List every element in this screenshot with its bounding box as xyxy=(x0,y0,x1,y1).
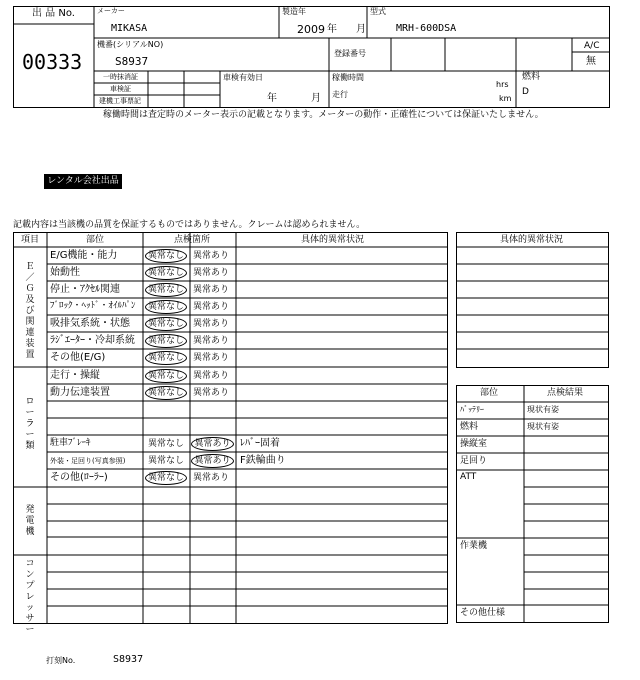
category-char: 電 xyxy=(25,516,35,526)
model-value: MRH-600DSA xyxy=(396,23,457,34)
inspection-year-unit: 年 xyxy=(267,93,277,104)
inspect-part: 燃料 xyxy=(460,422,479,432)
abnormal-option[interactable]: 異常あり xyxy=(193,353,230,363)
stamp-value: S8937 xyxy=(113,654,144,665)
category-char: 機 xyxy=(25,527,35,537)
category-char: 発 xyxy=(25,505,35,515)
category-char: ー xyxy=(25,430,35,440)
month-unit: 月 xyxy=(356,24,366,35)
fuel-value: D xyxy=(522,87,529,97)
row-part: ﾗｼﾞｴｰﾀｰ・冷却系統 xyxy=(50,335,135,346)
category-char: サ xyxy=(25,614,35,624)
row-part: 駐車ﾌﾞﾚｰｷ xyxy=(50,438,91,448)
compressor-category-label xyxy=(23,559,37,636)
abnormal-option[interactable]: 異常あり xyxy=(193,388,230,398)
row-detail: F鉄輪曲り xyxy=(240,455,286,466)
other-spec-label: その他仕様 xyxy=(460,608,506,618)
work-machine-label: 作業機 xyxy=(460,541,488,551)
fuel-label: 燃料 xyxy=(522,72,541,82)
category-char: コ xyxy=(25,559,35,569)
abnormal-option[interactable]: 異常あり xyxy=(193,336,230,346)
normal-circled[interactable]: 異常なし xyxy=(145,300,187,314)
meter-note: 稼働時間は査定時のメーター表示の記載となります。メーターの動作・正確性については保証いたしません。 xyxy=(103,110,544,120)
travel-unit: km xyxy=(499,94,512,103)
disclaimer: 記載内容は当該機の品質を保証するものではありません。クレームは認められません。 xyxy=(13,220,366,230)
registration-label: 登録番号 xyxy=(334,49,366,58)
row-part: 走行・操縦 xyxy=(50,370,100,381)
row-part: ﾌﾞﾛｯｸ・ﾍｯﾄﾞ・ｵｲﾙﾊﾟﾝ xyxy=(50,301,136,311)
year-label: 製造年 xyxy=(282,7,306,16)
model-label: 型式 xyxy=(370,7,386,16)
temp-erasure-label: 一時抹消証 xyxy=(103,73,138,81)
normal-circled[interactable]: 異常なし xyxy=(145,249,187,263)
rental-company-banner: レンタル会社出品 xyxy=(44,174,122,189)
row-part: その他(E/G) xyxy=(50,352,106,363)
normal-circled[interactable]: 異常なし xyxy=(145,471,187,485)
inspect-result: 現状有姿 xyxy=(527,422,559,431)
right-detail-header: 具体的異常状況 xyxy=(500,235,564,245)
category-char: 及 xyxy=(25,295,35,305)
maker-label: メーカー xyxy=(97,7,125,15)
eg-category-label xyxy=(23,262,37,361)
header-detail: 具体的異常状況 xyxy=(301,235,365,245)
category-char: 装 xyxy=(25,339,35,349)
item-number-value: 00333 xyxy=(22,50,83,74)
category-char: ン xyxy=(25,570,35,580)
normal-circled[interactable]: 異常なし xyxy=(145,266,187,280)
abnormal-circled[interactable]: 異常あり xyxy=(191,437,234,451)
inspect-part: 操縦室 xyxy=(460,439,488,449)
generator-category-label xyxy=(23,505,37,538)
header-check: 点検箇所 xyxy=(174,235,211,245)
inspection-cert-label: 車検証 xyxy=(110,85,131,93)
abnormal-option[interactable]: 異常あり xyxy=(193,371,230,381)
normal-circled[interactable]: 異常なし xyxy=(145,351,187,365)
normal-circled[interactable]: 異常なし xyxy=(145,334,187,348)
roller-category-label xyxy=(23,397,37,452)
hours-label: 稼働時間 xyxy=(332,73,364,82)
header-part: 部位 xyxy=(86,235,105,245)
serial-label: 機番(シリアルNO) xyxy=(97,40,164,49)
category-char: 関 xyxy=(25,317,35,327)
row-part: 外装・足回り(写真参照) xyxy=(50,457,126,465)
inspection-month-unit: 月 xyxy=(311,93,321,104)
abnormal-option[interactable]: 異常あり xyxy=(193,251,230,261)
category-char: 連 xyxy=(25,328,35,338)
inspect-result: 現状有姿 xyxy=(527,405,559,414)
hours-unit: hrs xyxy=(496,80,509,89)
category-char: ッ xyxy=(25,603,35,613)
inspect-part: ATT xyxy=(460,472,477,482)
stamp-label: 打刻No. xyxy=(46,656,76,665)
maker-value: MIKASA xyxy=(111,23,148,34)
right-header-part: 部位 xyxy=(480,388,499,398)
category-char: ／ xyxy=(25,273,35,283)
row-part: その他(ﾛｰﾗｰ) xyxy=(50,472,108,483)
category-char: 置 xyxy=(25,350,35,360)
inspect-part: 足回り xyxy=(460,456,488,466)
ac-label: A/C xyxy=(584,41,600,51)
abnormal-circled[interactable]: 異常あり xyxy=(191,454,234,468)
normal-circled[interactable]: 異常なし xyxy=(145,369,187,383)
item-number-label: 出 品 No. xyxy=(32,8,75,19)
abnormal-option[interactable]: 異常あり xyxy=(193,268,230,278)
normal-option[interactable]: 異常なし xyxy=(148,456,185,466)
travel-label: 走行 xyxy=(332,90,348,99)
category-char: Ｇ xyxy=(25,284,35,294)
normal-circled[interactable]: 異常なし xyxy=(145,386,187,400)
category-char: ー xyxy=(25,625,35,635)
abnormal-option[interactable]: 異常あり xyxy=(193,473,230,483)
inspect-part: ﾊﾞｯﾃﾘｰ xyxy=(460,405,484,414)
normal-option[interactable]: 異常なし xyxy=(148,439,185,449)
abnormal-option[interactable]: 異常あり xyxy=(193,319,230,329)
row-detail: ﾚﾊﾞｰ固着 xyxy=(240,438,280,449)
row-part: E/G機能・能力 xyxy=(50,250,118,261)
category-char: レ xyxy=(25,592,35,602)
row-part: 停止・ｱｸｾﾙ関連 xyxy=(50,284,120,295)
category-char: び xyxy=(25,306,35,316)
row-part: 吸排気系統・状態 xyxy=(50,318,130,329)
category-char: ラ xyxy=(25,419,35,429)
year-value: 2009 xyxy=(297,23,325,36)
construction-cert-label: 建機工事票記 xyxy=(99,97,141,105)
inspection-valid-label: 車検有効日 xyxy=(223,73,263,82)
category-char: 類 xyxy=(25,441,35,451)
right-header-result: 点検結果 xyxy=(547,388,584,398)
serial-value: S8937 xyxy=(115,55,149,68)
normal-circled[interactable]: 異常なし xyxy=(145,317,187,331)
ac-value: 無 xyxy=(586,56,596,67)
abnormal-option[interactable]: 異常あり xyxy=(193,302,230,312)
row-part: 始動性 xyxy=(50,267,80,278)
normal-circled[interactable]: 異常なし xyxy=(145,283,187,297)
category-char: ロ xyxy=(25,397,35,407)
year-unit: 年 xyxy=(327,24,337,35)
category-char: プ xyxy=(25,581,35,591)
abnormal-option[interactable]: 異常あり xyxy=(193,285,230,295)
category-char: ー xyxy=(25,408,35,418)
header-item: 項目 xyxy=(21,235,40,245)
row-part: 動力伝達装置 xyxy=(50,387,110,398)
category-char: Ｅ xyxy=(25,262,35,272)
